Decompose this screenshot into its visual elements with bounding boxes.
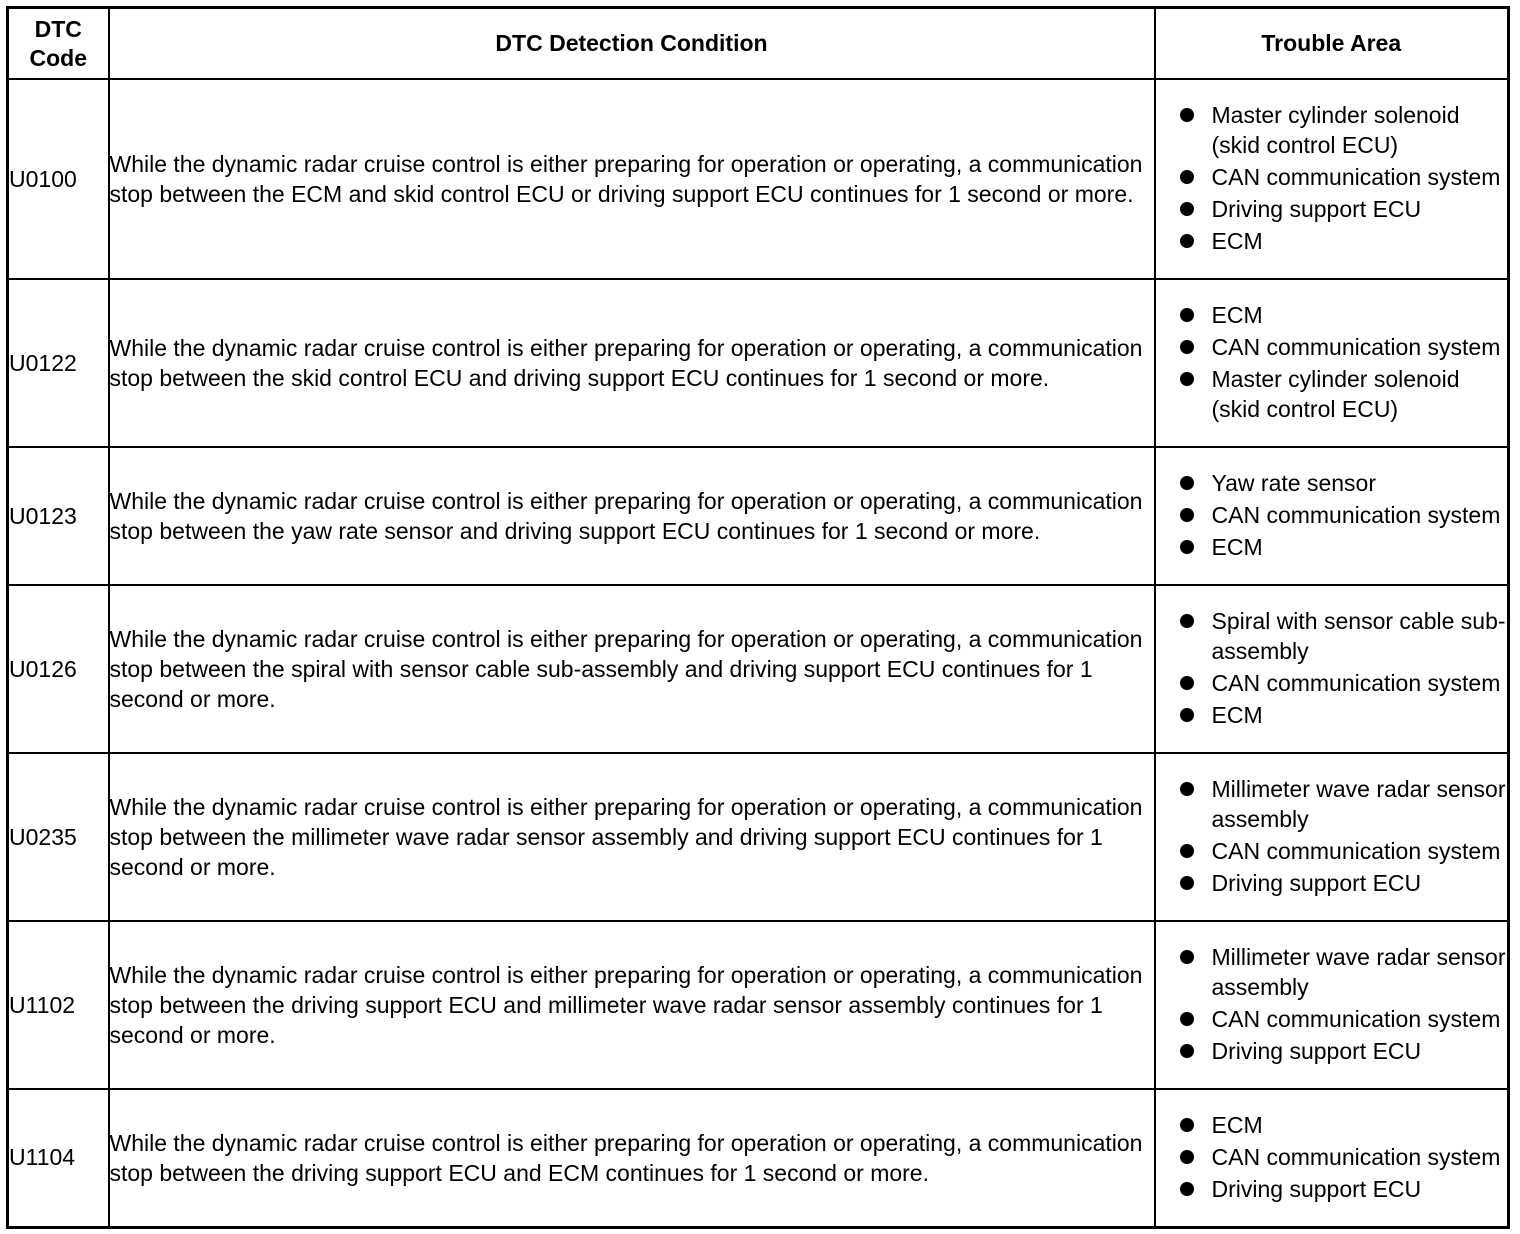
trouble-area-item: CAN communication system (1156, 162, 1508, 192)
trouble-area-item: CAN communication system (1156, 1142, 1508, 1172)
trouble-area-item: Driving support ECU (1156, 194, 1508, 224)
header-dtc-code (8, 8, 109, 80)
detection-condition-cell: While the dynamic radar cruise control is either preparing for operation or operating, a communication stop between the ECM and skid control ECU or driving support ECU continues for 1 second or more. (109, 79, 1155, 279)
dtc-code-cell: U0123 (8, 447, 109, 585)
detection-condition-cell: While the dynamic radar cruise control is either preparing for operation or operating, a communication stop between the spiral with sensor cable sub-assembly and driving support ECU continues for 1 second or more. (109, 585, 1155, 753)
detection-condition-cell: While the dynamic radar cruise control is either preparing for operation or operating, a communication stop between the yaw rate sensor and driving support ECU continues for 1 second or more. (109, 447, 1155, 585)
dtc-code-cell: U1102 (8, 921, 109, 1089)
table-row (8, 79, 1509, 279)
header-trouble-area: Trouble Area (1155, 8, 1509, 80)
detection-condition-cell: While the dynamic radar cruise control is either preparing for operation or operating, a communication stop between the driving support ECU and millimeter wave radar sensor assembly continues for 1 second or more. (109, 921, 1155, 1089)
detection-condition-cell: While the dynamic radar cruise control is either preparing for operation or operating, a communication stop between the skid control ECU and driving support ECU continues for 1 second or more. (109, 279, 1155, 447)
trouble-area-cell (1155, 921, 1509, 1089)
trouble-area-cell (1155, 753, 1509, 921)
trouble-area-item: ECM (1156, 532, 1508, 562)
trouble-area-item: Master cylinder solenoid (skid control ECU) (1156, 100, 1508, 160)
table-row (8, 447, 1509, 585)
trouble-area-cell (1155, 279, 1509, 447)
trouble-area-list (1156, 606, 1508, 730)
trouble-area-list (1156, 468, 1508, 562)
trouble-area-item: Spiral with sensor cable sub-assembly (1156, 606, 1508, 666)
dtc-code-cell: U0122 (8, 279, 109, 447)
dtc-code-cell: U0235 (8, 753, 109, 921)
trouble-area-list (1156, 774, 1508, 898)
detection-condition-cell: While the dynamic radar cruise control is either preparing for operation or operating, a communication stop between the millimeter wave radar sensor assembly and driving support ECU continues for 1 second or more. (109, 753, 1155, 921)
trouble-area-cell (1155, 585, 1509, 753)
table-row (8, 279, 1509, 447)
header-row (8, 8, 1509, 80)
trouble-area-item: Driving support ECU (1156, 1036, 1508, 1066)
table-row (8, 921, 1509, 1089)
trouble-area-item: Millimeter wave radar sensor assembly (1156, 942, 1508, 1002)
table-row (8, 753, 1509, 921)
trouble-area-item: CAN communication system (1156, 1004, 1508, 1034)
trouble-area-item: Driving support ECU (1156, 1174, 1508, 1204)
trouble-area-item: CAN communication system (1156, 332, 1508, 362)
trouble-area-item: CAN communication system (1156, 668, 1508, 698)
trouble-area-item: Master cylinder solenoid (skid control ECU) (1156, 364, 1508, 424)
trouble-area-item: Driving support ECU (1156, 868, 1508, 898)
header-dtc-code-label: DTC Code (29, 15, 87, 71)
dtc-code-cell: U0126 (8, 585, 109, 753)
trouble-area-cell (1155, 79, 1509, 279)
trouble-area-item: Yaw rate sensor (1156, 468, 1508, 498)
trouble-area-list (1156, 942, 1508, 1066)
trouble-area-list (1156, 1110, 1508, 1204)
trouble-area-item: ECM (1156, 1110, 1508, 1140)
header-detection-condition: DTC Detection Condition (109, 8, 1155, 80)
trouble-area-cell (1155, 1089, 1509, 1227)
dtc-code-cell: U0100 (8, 79, 109, 279)
trouble-area-item: ECM (1156, 226, 1508, 256)
trouble-area-cell (1155, 447, 1509, 585)
trouble-area-item: CAN communication system (1156, 500, 1508, 530)
dtc-table (6, 6, 1510, 1229)
trouble-area-list (1156, 100, 1508, 256)
trouble-area-item: Millimeter wave radar sensor assembly (1156, 774, 1508, 834)
trouble-area-item: ECM (1156, 300, 1508, 330)
trouble-area-item: ECM (1156, 700, 1508, 730)
trouble-area-item: CAN communication system (1156, 836, 1508, 866)
table-row (8, 585, 1509, 753)
trouble-area-list (1156, 300, 1508, 424)
table-row (8, 1089, 1509, 1227)
dtc-code-cell: U1104 (8, 1089, 109, 1227)
table-body (8, 79, 1509, 1227)
detection-condition-cell: While the dynamic radar cruise control is either preparing for operation or operating, a communication stop between the driving support ECU and ECM continues for 1 second or more. (109, 1089, 1155, 1227)
